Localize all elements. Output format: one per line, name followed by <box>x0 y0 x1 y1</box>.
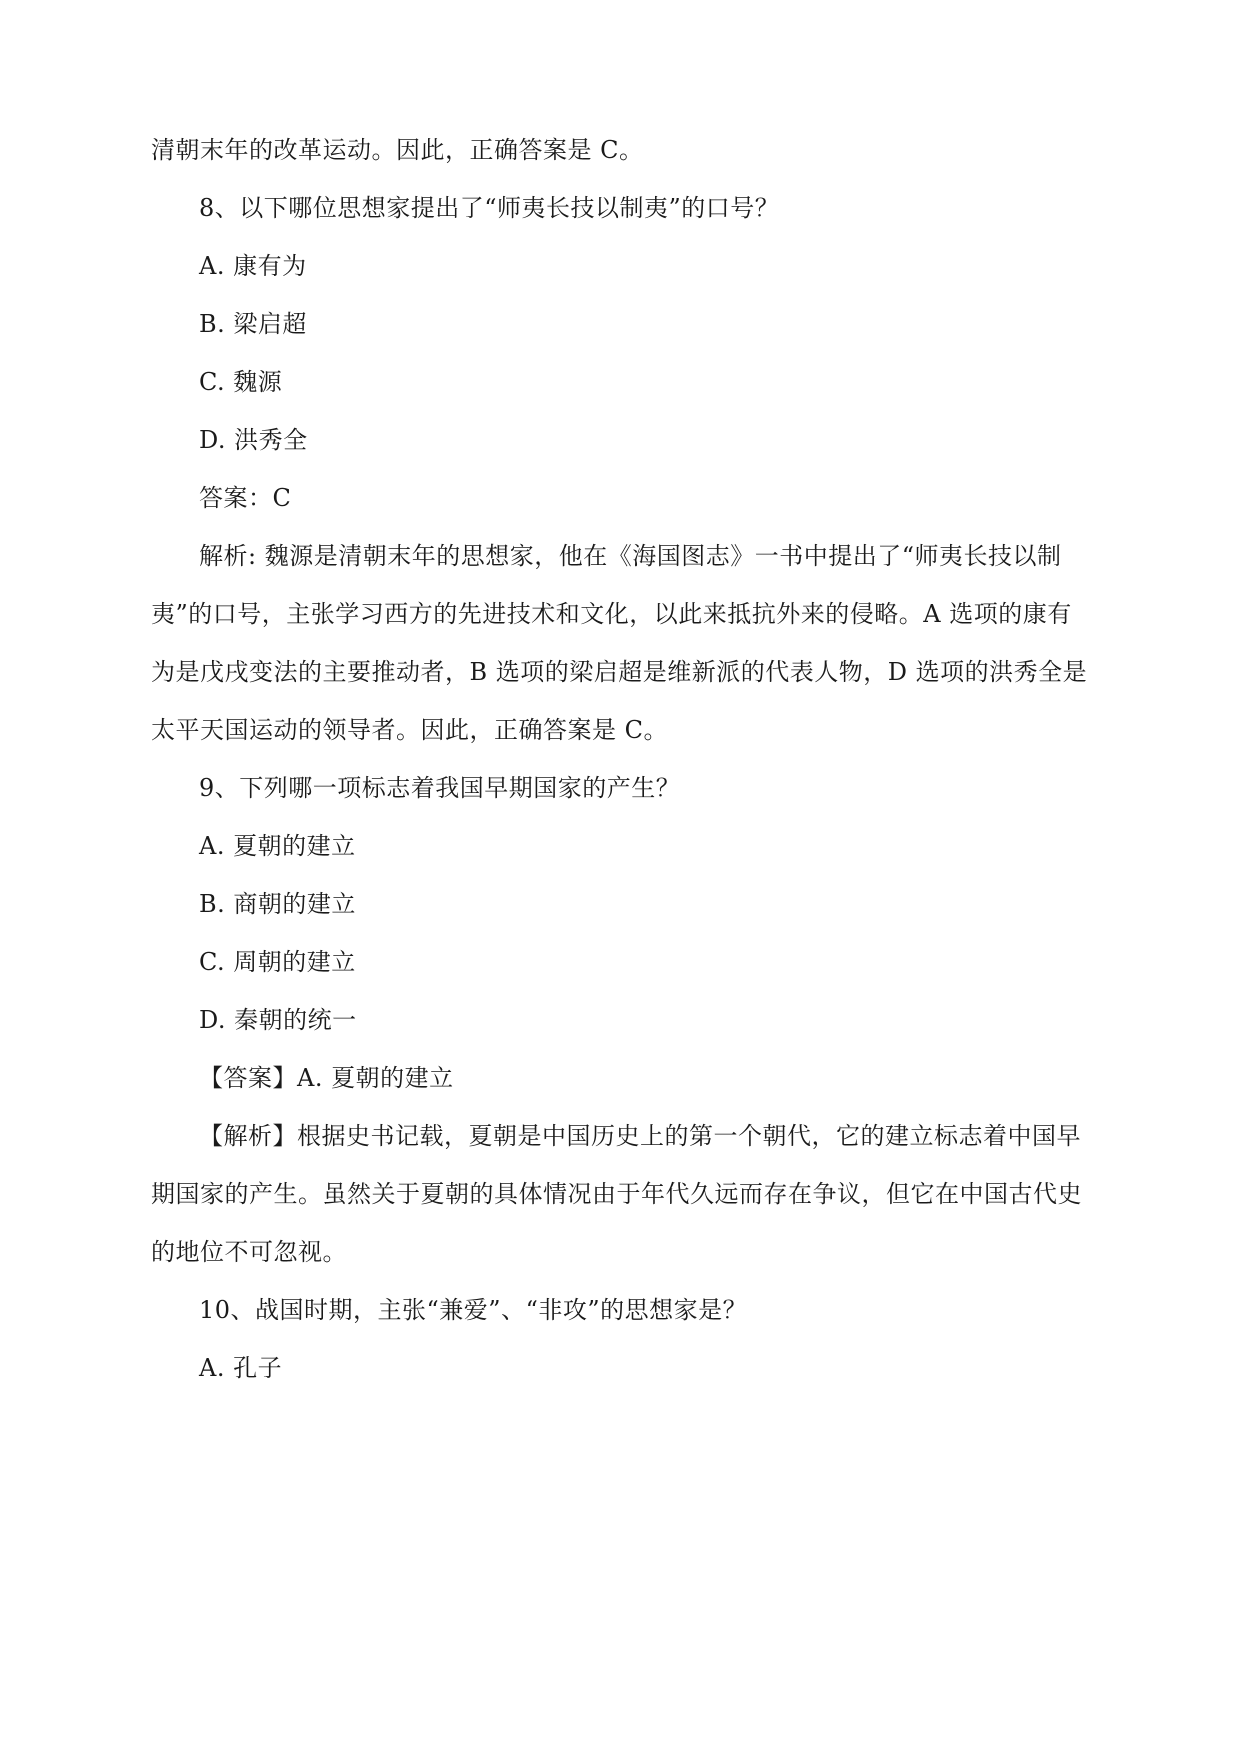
question-8-option-d: D. 洪秀全 <box>199 426 308 454</box>
question-9-explanation-line-2: 期国家的产生。虽然关于夏朝的具体情况由于年代久远而存在争议，但它在中国古代史 <box>151 1180 1082 1208</box>
question-9: 9、下列哪一项标志着我国早期国家的产生？ <box>199 774 681 802</box>
question-8-explanation-line-3: 为是戊戌变法的主要推动者，B 选项的梁启超是维新派的代表人物，D 选项的洪秀全是 <box>151 658 1088 686</box>
question-8-explanation-line-1: 解析: 魏源是清朝末年的思想家，他在《海国图志》一书中提出了“师夷长技以制 <box>199 542 1062 570</box>
question-9-option-c: C. 周朝的建立 <box>199 948 356 976</box>
question-9-explanation-line-1: 【解析】根据史书记载，夏朝是中国历史上的第一个朝代，它的建立标志着中国早 <box>199 1122 1081 1150</box>
question-9-answer: 【答案】A. 夏朝的建立 <box>199 1064 454 1092</box>
question-8-explanation-line-4: 太平天国运动的领导者。因此，正确答案是 C。 <box>151 716 668 744</box>
question-8-explanation-line-2: 夷”的口号，主张学习西方的先进技术和文化，以此来抵抗外来的侵略。A 选项的康有 <box>151 600 1072 628</box>
question-8: 8、以下哪位思想家提出了“师夷长技以制夷”的口号？ <box>199 194 780 222</box>
question-9-option-d: D. 秦朝的统一 <box>199 1006 357 1034</box>
paragraph-continuation: 清朝末年的改革运动。因此，正确答案是 C。 <box>151 136 644 164</box>
question-10: 10、战国时期，主张“兼爱”、“非攻”的思想家是？ <box>199 1296 748 1324</box>
question-8-answer: 答案：C <box>199 484 292 512</box>
question-8-option-b: B. 梁启超 <box>199 310 307 338</box>
question-8-option-c: C. 魏源 <box>199 368 283 396</box>
question-9-option-b: B. 商朝的建立 <box>199 890 356 918</box>
question-9-explanation-line-3: 的地位不可忽视。 <box>151 1238 347 1266</box>
question-9-option-a: A. 夏朝的建立 <box>199 832 356 860</box>
question-10-option-a: A. 孔子 <box>199 1354 283 1382</box>
question-8-option-a: A. 康有为 <box>199 252 307 280</box>
